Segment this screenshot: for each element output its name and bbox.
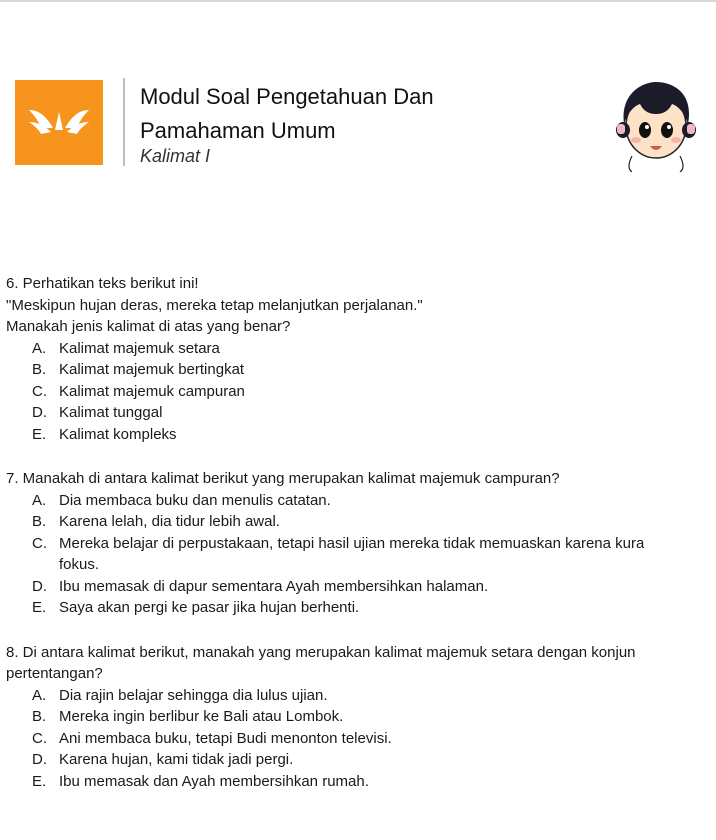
option-text-continued: fokus. — [59, 556, 100, 573]
option-d[interactable] — [6, 402, 716, 424]
option-c[interactable] — [6, 728, 716, 750]
option-a[interactable] — [6, 685, 716, 707]
option-letter: B. — [32, 361, 47, 378]
option-d[interactable] — [6, 576, 716, 598]
option-a[interactable] — [6, 490, 716, 512]
option-a[interactable] — [6, 338, 716, 360]
question-quote: "Meskipun hujan deras, mereka tetap melanjutkan perjalanan." — [6, 296, 423, 314]
option-e[interactable] — [6, 597, 716, 619]
option-text: Kalimat majemuk bertingkat — [59, 361, 245, 378]
option-letter: D. — [32, 751, 47, 768]
option-text: Mereka ingin berlibur ke Bali atau Lombok. — [59, 708, 344, 725]
question-7 — [6, 468, 716, 619]
question-8 — [6, 642, 716, 793]
option-text: Kalimat majemuk setara — [59, 339, 220, 357]
question-6 — [6, 273, 716, 445]
option-letter: C. — [32, 729, 47, 747]
header-divider — [123, 78, 125, 166]
option-letter: B. — [32, 513, 47, 530]
option-b[interactable] — [6, 706, 716, 728]
logo — [15, 80, 103, 165]
option-letter: D. — [32, 577, 47, 595]
question-text-continued: pertentangan? — [6, 665, 103, 682]
option-letter: C. — [32, 382, 47, 400]
option-text: Kalimat kompleks — [59, 425, 177, 443]
page-title — [140, 80, 434, 148]
option-e[interactable] — [6, 771, 716, 793]
question-list — [6, 273, 716, 792]
option-text: Mereka belajar di perpustakaan, tetapi hasil ujian mereka tidak memuaskan karena kura — [59, 534, 645, 552]
option-letter: D. — [32, 404, 47, 421]
option-letter: C. — [32, 534, 47, 552]
mascot-girl-icon — [612, 76, 700, 172]
option-text: Kalimat majemuk campuran — [59, 382, 245, 400]
option-letter: E. — [32, 772, 47, 790]
option-text: Dia membaca buku dan menulis catatan. — [59, 491, 331, 509]
option-text: Ani membaca buku, tetapi Budi menonton televisi. — [59, 729, 392, 747]
option-text: Saya akan pergi ke pasar jika hujan berhenti. — [59, 599, 360, 616]
top-divider — [0, 0, 716, 2]
option-text: Dia rajin belajar sehingga dia lulus ujian. — [59, 686, 328, 704]
option-letter: A. — [32, 491, 47, 509]
wings-logo-icon — [15, 80, 103, 165]
question-text: 7. Manakah di antara kalimat berikut yang merupakan kalimat majemuk campuran? — [6, 470, 560, 487]
option-text: Kalimat tunggal — [59, 404, 163, 421]
option-c[interactable] — [6, 533, 716, 555]
option-letter: E. — [32, 599, 47, 616]
option-e[interactable] — [6, 424, 716, 446]
option-b[interactable] — [6, 511, 716, 533]
option-d[interactable] — [6, 749, 716, 771]
option-text: Karena hujan, kami tidak jadi pergi. — [59, 751, 294, 768]
option-c-continued — [6, 554, 716, 576]
option-letter: B. — [32, 708, 47, 725]
question-text: 6. Perhatikan teks berikut ini! — [6, 275, 199, 292]
option-c[interactable] — [6, 381, 716, 403]
title-line-2: Pamahaman Umum — [140, 118, 336, 143]
option-letter: E. — [32, 425, 47, 443]
option-text: Ibu memasak di dapur sementara Ayah membersihkan halaman. — [59, 577, 489, 595]
question-text: 8. Di antara kalimat berikut, manakah yang merupakan kalimat majemuk setara dengan konjun — [6, 643, 636, 661]
title-line-1: Modul Soal Pengetahuan Dan — [140, 84, 434, 109]
page-subtitle: Kalimat I — [140, 146, 211, 166]
question-prompt: Manakah jenis kalimat di atas yang benar? — [6, 318, 291, 335]
option-b[interactable] — [6, 359, 716, 381]
option-letter: A. — [32, 339, 47, 357]
option-letter: A. — [32, 686, 47, 704]
option-text: Karena lelah, dia tidur lebih awal. — [59, 513, 280, 530]
option-text: Ibu memasak dan Ayah membersihkan rumah. — [59, 772, 369, 790]
